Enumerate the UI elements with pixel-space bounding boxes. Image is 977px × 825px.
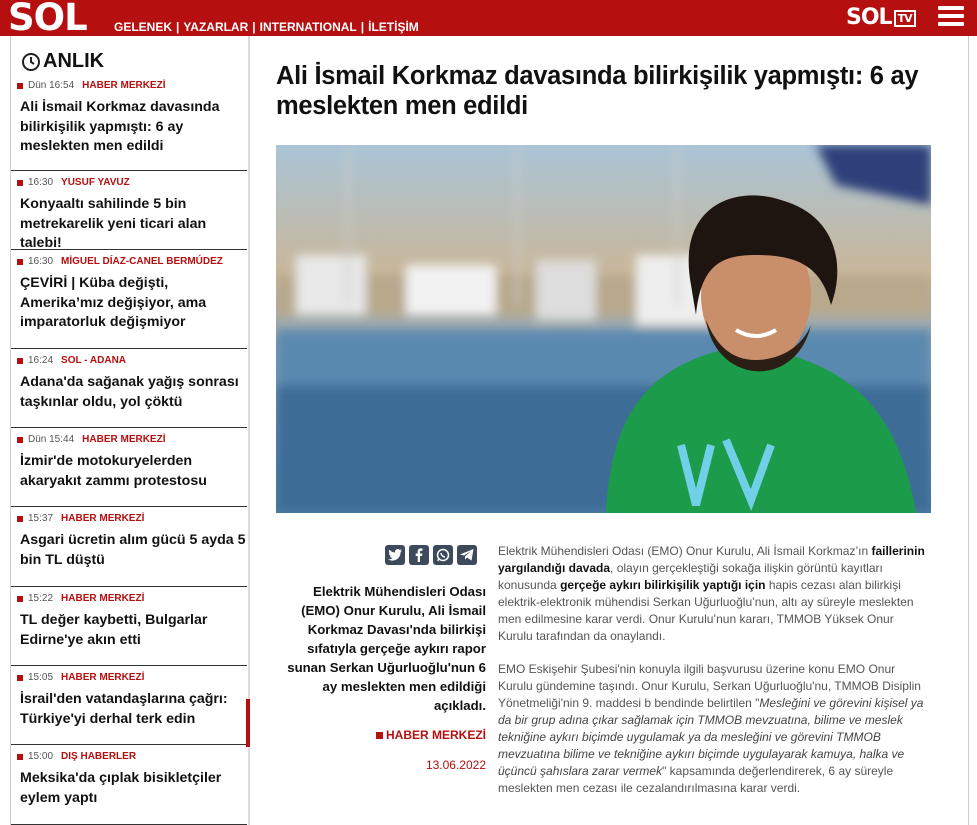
bullet-square xyxy=(17,596,23,602)
news-headline[interactable]: Ali İsmail Korkmaz davasında bilirkişilik yapmıştı: 6 ay meslekten men edildi xyxy=(20,99,220,154)
facebook-icon[interactable] xyxy=(409,545,429,565)
nav-separator: | xyxy=(360,20,365,34)
news-headline[interactable]: TL değer kaybetti, Bulgarlar Edirne'ye akın etti xyxy=(20,612,208,648)
bullet-square xyxy=(376,732,383,739)
telegram-icon[interactable] xyxy=(457,545,477,565)
bullet-square xyxy=(17,83,23,89)
bullet-square xyxy=(17,358,23,364)
article-summary: Elektrik Mühendisleri Odası (EMO) Onur Kurulu, Ali İsmail Korkmaz Davası'nda bilirkişi sıfatıyla gerçeğe aykırı rapor sunan Serkan Uğurluoğlu'nun 6 ay meslekten men edildiği açıkladı. xyxy=(287,584,486,713)
news-headline[interactable]: Konyaaltı sahilinde 5 bin metrekarelik yeni ticari alan talebi! xyxy=(20,196,207,251)
whatsapp-icon[interactable] xyxy=(433,545,453,565)
bullet-square xyxy=(17,754,23,760)
sidebar-scroll-accent xyxy=(246,699,250,747)
anlik-title-text: ANLIK xyxy=(43,50,105,72)
sidebar-news-item[interactable] xyxy=(11,171,247,250)
sidebar-news-item[interactable] xyxy=(11,745,247,825)
twitter-icon[interactable] xyxy=(385,545,405,565)
sidebar-news-item[interactable] xyxy=(11,587,247,666)
news-author[interactable]: YUSUF YAVUZ xyxy=(61,177,130,188)
news-author[interactable]: HABER MERKEZİ xyxy=(61,513,145,524)
nav-gelenek[interactable]: GELENEK xyxy=(114,20,173,34)
bullet-square xyxy=(17,259,23,265)
anlik-sidebar xyxy=(10,36,250,825)
sidebar-news-item[interactable] xyxy=(11,428,247,507)
clock-icon xyxy=(21,52,41,72)
soltv-badge: TV xyxy=(894,10,916,27)
news-author[interactable]: HABER MERKEZİ xyxy=(82,434,166,445)
article-paragraph xyxy=(498,661,928,797)
quoted-regulation: Mesleğini ve görevini kişisel ya da bir grup adına çıkar sağlamak için TMMOB mevzuatına, bilime ve meslek tekniğine aykırı biçimde uygulamak ya da mesleğini ve görevini TMMOB mevzuatına bilime ve tekniğine aykırı biçimde uygulayarak kamuya, halka ve üçüncü şahıslara zarar vermek xyxy=(498,696,924,778)
sidebar-news-item[interactable] xyxy=(11,507,247,587)
bullet-square xyxy=(17,437,23,443)
bullet-square xyxy=(17,675,23,681)
text-span: EMO Eskişehir Şubesi'nin konuyla ilgili başvurusu üzerine konu EMO Onur Kurulu gündemine taşındı. Onur Kurulu, Serkan Uğurluoğlu'nu, TMMOB Disiplin Yönetmeliği'nin 9. maddesi b bendinde belirtilen " xyxy=(498,662,921,710)
nav-separator: | xyxy=(252,20,256,34)
news-time: 15:00 xyxy=(28,751,54,762)
news-author[interactable]: HABER MERKEZİ xyxy=(61,593,145,604)
sidebar-news-item[interactable] xyxy=(11,666,247,745)
top-nav xyxy=(114,20,423,34)
sidebar-news-item[interactable] xyxy=(11,74,247,171)
text-span: Elektrik Mühendisleri Odası (EMO) Onur Kurulu, Ali İsmail Korkmaz’ın xyxy=(498,544,872,558)
news-author[interactable]: DIŞ HABERLER xyxy=(61,751,137,762)
top-bar xyxy=(0,0,977,39)
news-author[interactable]: SOL - ADANA xyxy=(61,355,127,366)
article-paragraph xyxy=(498,543,928,645)
anlik-heading xyxy=(21,50,104,73)
text-span: hapis cezası alan bilirkişi elektrik-elektronik mühendisi Serkan Uğurluoğlu’nun, altı ay süreyle meslekten men edilmesine karar verdi. Onur Kurulu’nun kararı, TMMOB Yüksek Onur Kurulu tarafından da onaylandı. xyxy=(498,578,914,643)
bullet-square xyxy=(17,180,23,186)
news-time: 16:24 xyxy=(28,355,54,366)
news-headline[interactable]: Asgari ücretin alım gücü 5 ayda 5 bin TL düştü xyxy=(20,532,246,568)
text-span: , olayın gerçekleştiği sokağa ilişkin görüntü kayıtları konusunda xyxy=(498,561,883,592)
hamburger-menu-icon[interactable] xyxy=(938,6,964,28)
page-border xyxy=(968,36,969,825)
news-author[interactable]: HABER MERKEZİ xyxy=(61,672,145,683)
link-gercege-aykiri-bilirkisilik[interactable]: gerçeğe aykırı bilirkişilik yaptığı için xyxy=(560,578,766,592)
share-buttons xyxy=(385,545,481,565)
sidebar-news-item[interactable] xyxy=(11,250,247,349)
article-author[interactable] xyxy=(286,728,486,742)
bullet-square xyxy=(17,516,23,522)
news-headline[interactable]: Adana'da sağanak yağış sonrası taşkınlar oldu, yol çöktü xyxy=(20,374,239,410)
news-time: 15:37 xyxy=(28,513,54,524)
nav-international[interactable]: INTERNATIONAL xyxy=(259,20,357,34)
news-headline[interactable]: ÇEVİRİ | Küba değişti, Amerika’mız değişiyor, ama imparatorluk değişmiyor xyxy=(20,275,207,330)
nav-iletisim[interactable]: İLETİŞİM xyxy=(368,20,419,34)
text-span: " kapsamında değerlendirerek, 6 ay süreyle meslekten men cezası ile cezalandırılmasına karar verdi. xyxy=(498,764,894,795)
news-time: 16:30 xyxy=(28,256,54,267)
article-date: 13.06.2022 xyxy=(425,758,486,772)
site-logo[interactable]: SOL xyxy=(8,0,87,39)
news-time: Dün 15:44 xyxy=(28,434,75,445)
news-headline[interactable]: Meksika'da çıplak bisikletçiler eylem yaptı xyxy=(20,770,222,806)
soltv-logo[interactable] xyxy=(846,5,916,30)
link-faillerinin-yargilandigi-davada[interactable]: faillerinin yargılandığı davada xyxy=(498,544,925,575)
sidebar-news-item[interactable] xyxy=(11,349,247,428)
news-headline[interactable]: İzmir'de motokuryelerden akaryakıt zammı protestosu xyxy=(20,453,207,489)
article-title: Ali İsmail Korkmaz davasında bilirkişilik yapmıştı: 6 ay meslekten men edildi xyxy=(276,62,919,120)
nav-separator: | xyxy=(176,20,180,34)
news-headline[interactable]: İsrail'den vatandaşlarına çağrı: Türkiye'yi derhal terk edin xyxy=(20,691,228,727)
soltv-label: SOL xyxy=(846,5,892,30)
news-time: 16:30 xyxy=(28,177,54,188)
article-body xyxy=(498,543,928,813)
news-time: 15:05 xyxy=(28,672,54,683)
article-photo xyxy=(276,145,931,513)
nav-yazarlar[interactable]: YAZARLAR xyxy=(183,20,249,34)
article-author-name[interactable]: HABER MERKEZİ xyxy=(385,728,486,742)
news-time: Dün 16:54 xyxy=(28,80,75,91)
news-author[interactable]: MİGUEL DÍAZ-CANEL BERMÚDEZ xyxy=(61,256,223,267)
news-time: 15:22 xyxy=(28,593,54,604)
news-author[interactable]: HABER MERKEZİ xyxy=(82,80,166,91)
